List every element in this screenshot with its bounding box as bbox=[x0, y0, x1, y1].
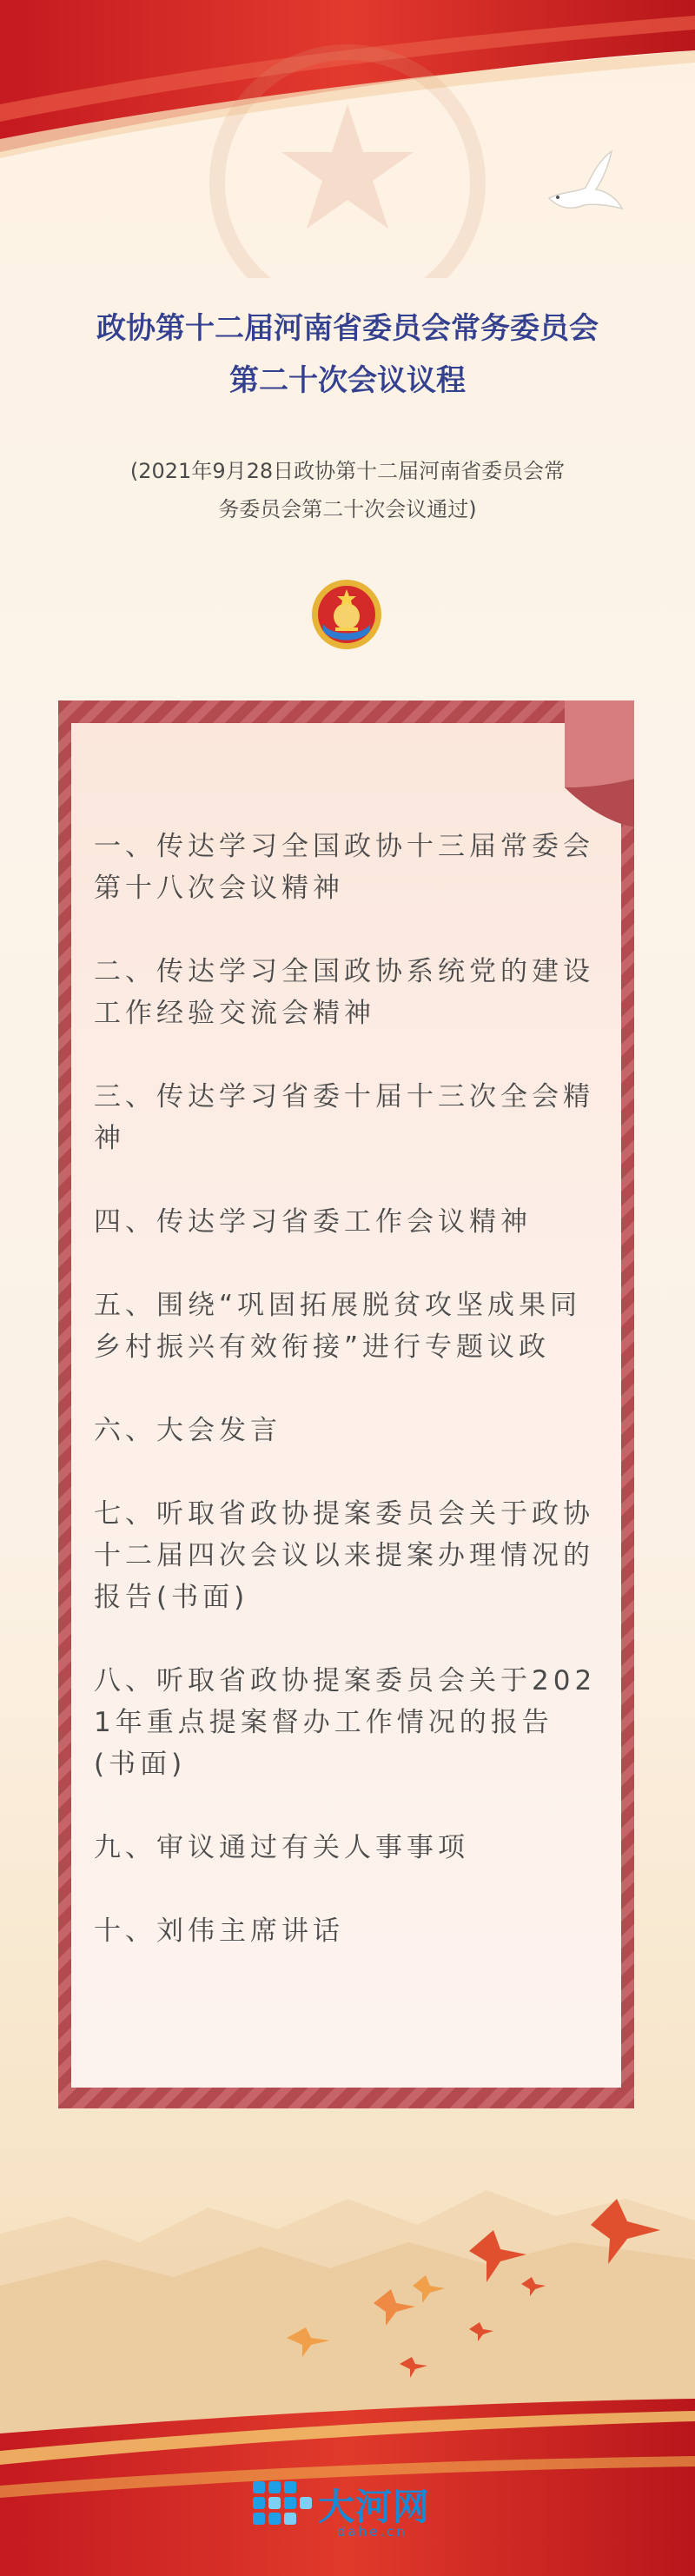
page-title bbox=[0, 302, 695, 407]
page-title-line2: 第二十次会议议程 bbox=[229, 363, 466, 398]
agenda-list bbox=[94, 826, 598, 1994]
agenda-item: 二、传达学习全国政协系统党的建设工作经验交流会精神 bbox=[94, 956, 594, 1029]
agenda-item: 九、审议通过有关人事事项 bbox=[94, 1832, 469, 1863]
emblem-watermark bbox=[130, 35, 565, 278]
adoption-note bbox=[61, 452, 634, 528]
adoption-note-line1: (2021年9月28日政协第十二届河南省委员会常 bbox=[129, 459, 566, 483]
cppcc-emblem-icon bbox=[311, 579, 382, 650]
page-curl-corner bbox=[565, 700, 634, 827]
great-wall-doves-scene bbox=[0, 2068, 695, 2451]
agenda-item: 一、传达学习全国政协十三届常委会第十八次会议精神 bbox=[94, 831, 594, 904]
agenda-item: 十、刘伟主席讲话 bbox=[94, 1915, 344, 1947]
agenda-item: 八、听取省政协提案委员会关于2021年重点提案督办工作情况的报告(书面) bbox=[94, 1665, 597, 1780]
agenda-item: 六、大会发言 bbox=[94, 1415, 281, 1446]
page-title-line1: 政协第十二届河南省委员会常务委员会 bbox=[96, 311, 599, 346]
adoption-note-line2: 务委员会第二十次会议通过) bbox=[218, 497, 477, 521]
agenda-item: 三、传达学习省委十届十三次全会精神 bbox=[94, 1081, 594, 1154]
agenda-item: 五、围绕“巩固拓展脱贫攻坚成果同乡村振兴有效衔接”进行专题议政 bbox=[94, 1290, 582, 1363]
agenda-item: 七、听取省政协提案委员会关于政协十二届四次会议以来提案办理情况的报告(书面) bbox=[94, 1498, 594, 1613]
agenda-item: 四、传达学习省委工作会议精神 bbox=[94, 1206, 532, 1238]
logo-text: 大河网 bbox=[318, 2486, 431, 2528]
dove-icon bbox=[532, 148, 627, 226]
logo-subtext: dahe.cn bbox=[337, 2524, 407, 2539]
